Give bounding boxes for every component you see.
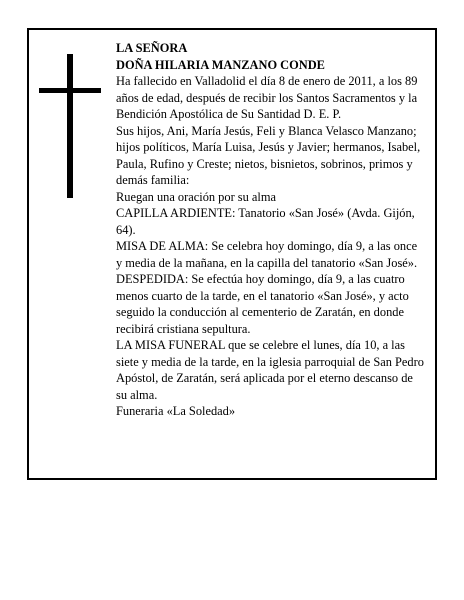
cross-vertical-bar	[67, 54, 73, 198]
funeral-mass-info: LA MISA FUNERAL que se celebre el lunes, día 10, a las siete y media de la tarde, en la iglesia parroquial de San Pedro Apóstol, de Zaratán, será aplicada por el eterno descanso de su alma.	[116, 338, 424, 402]
cross-horizontal-bar	[39, 88, 101, 93]
mass-info: MISA DE ALMA: Se celebra hoy domingo, día 9, a las once y media de la mañana, en la capilla del tanatorio «San José».	[116, 239, 418, 270]
death-announcement: Ha fallecido en Valladolid el día 8 de enero de 2011, a los 89 años de edad, después de recibir los Santos Sacramentos y la Bendición Apostólica de Su Santidad D. E. P.	[116, 74, 418, 121]
deceased-name: DOÑA HILARIA MANZANO CONDE	[116, 57, 325, 72]
chapel-info: CAPILLA ARDIENTE: Tanatorio «San José» (Avda. Gijón, 64).	[116, 206, 415, 237]
farewell-info: DESPEDIDA: Se efectúa hoy domingo, día 9, a las cuatro menos cuarto de la tarde, en el tanatorio «San José», y acto seguido la conducción al cementerio de Zaratán, en donde recibirá cristiana sepultura.	[116, 272, 409, 336]
prayer-request: Ruegan una oración por su alma	[116, 189, 276, 204]
obituary-notice	[27, 28, 437, 480]
obituary-title: LA SEÑORA	[116, 41, 188, 55]
family-list: Sus hijos, Ani, María Jesús, Feli y Blanca Velasco Manzano; hijos políticos, María Luisa, Jesús y Javier; hermanos, Isabel, Paula, Rufino y Creste; nietos, bisnietos, sobrinos, primos y demás familia:	[116, 123, 421, 187]
funeral-home: Funeraria «La Soledad»	[116, 404, 236, 418]
obituary-text	[116, 40, 426, 420]
